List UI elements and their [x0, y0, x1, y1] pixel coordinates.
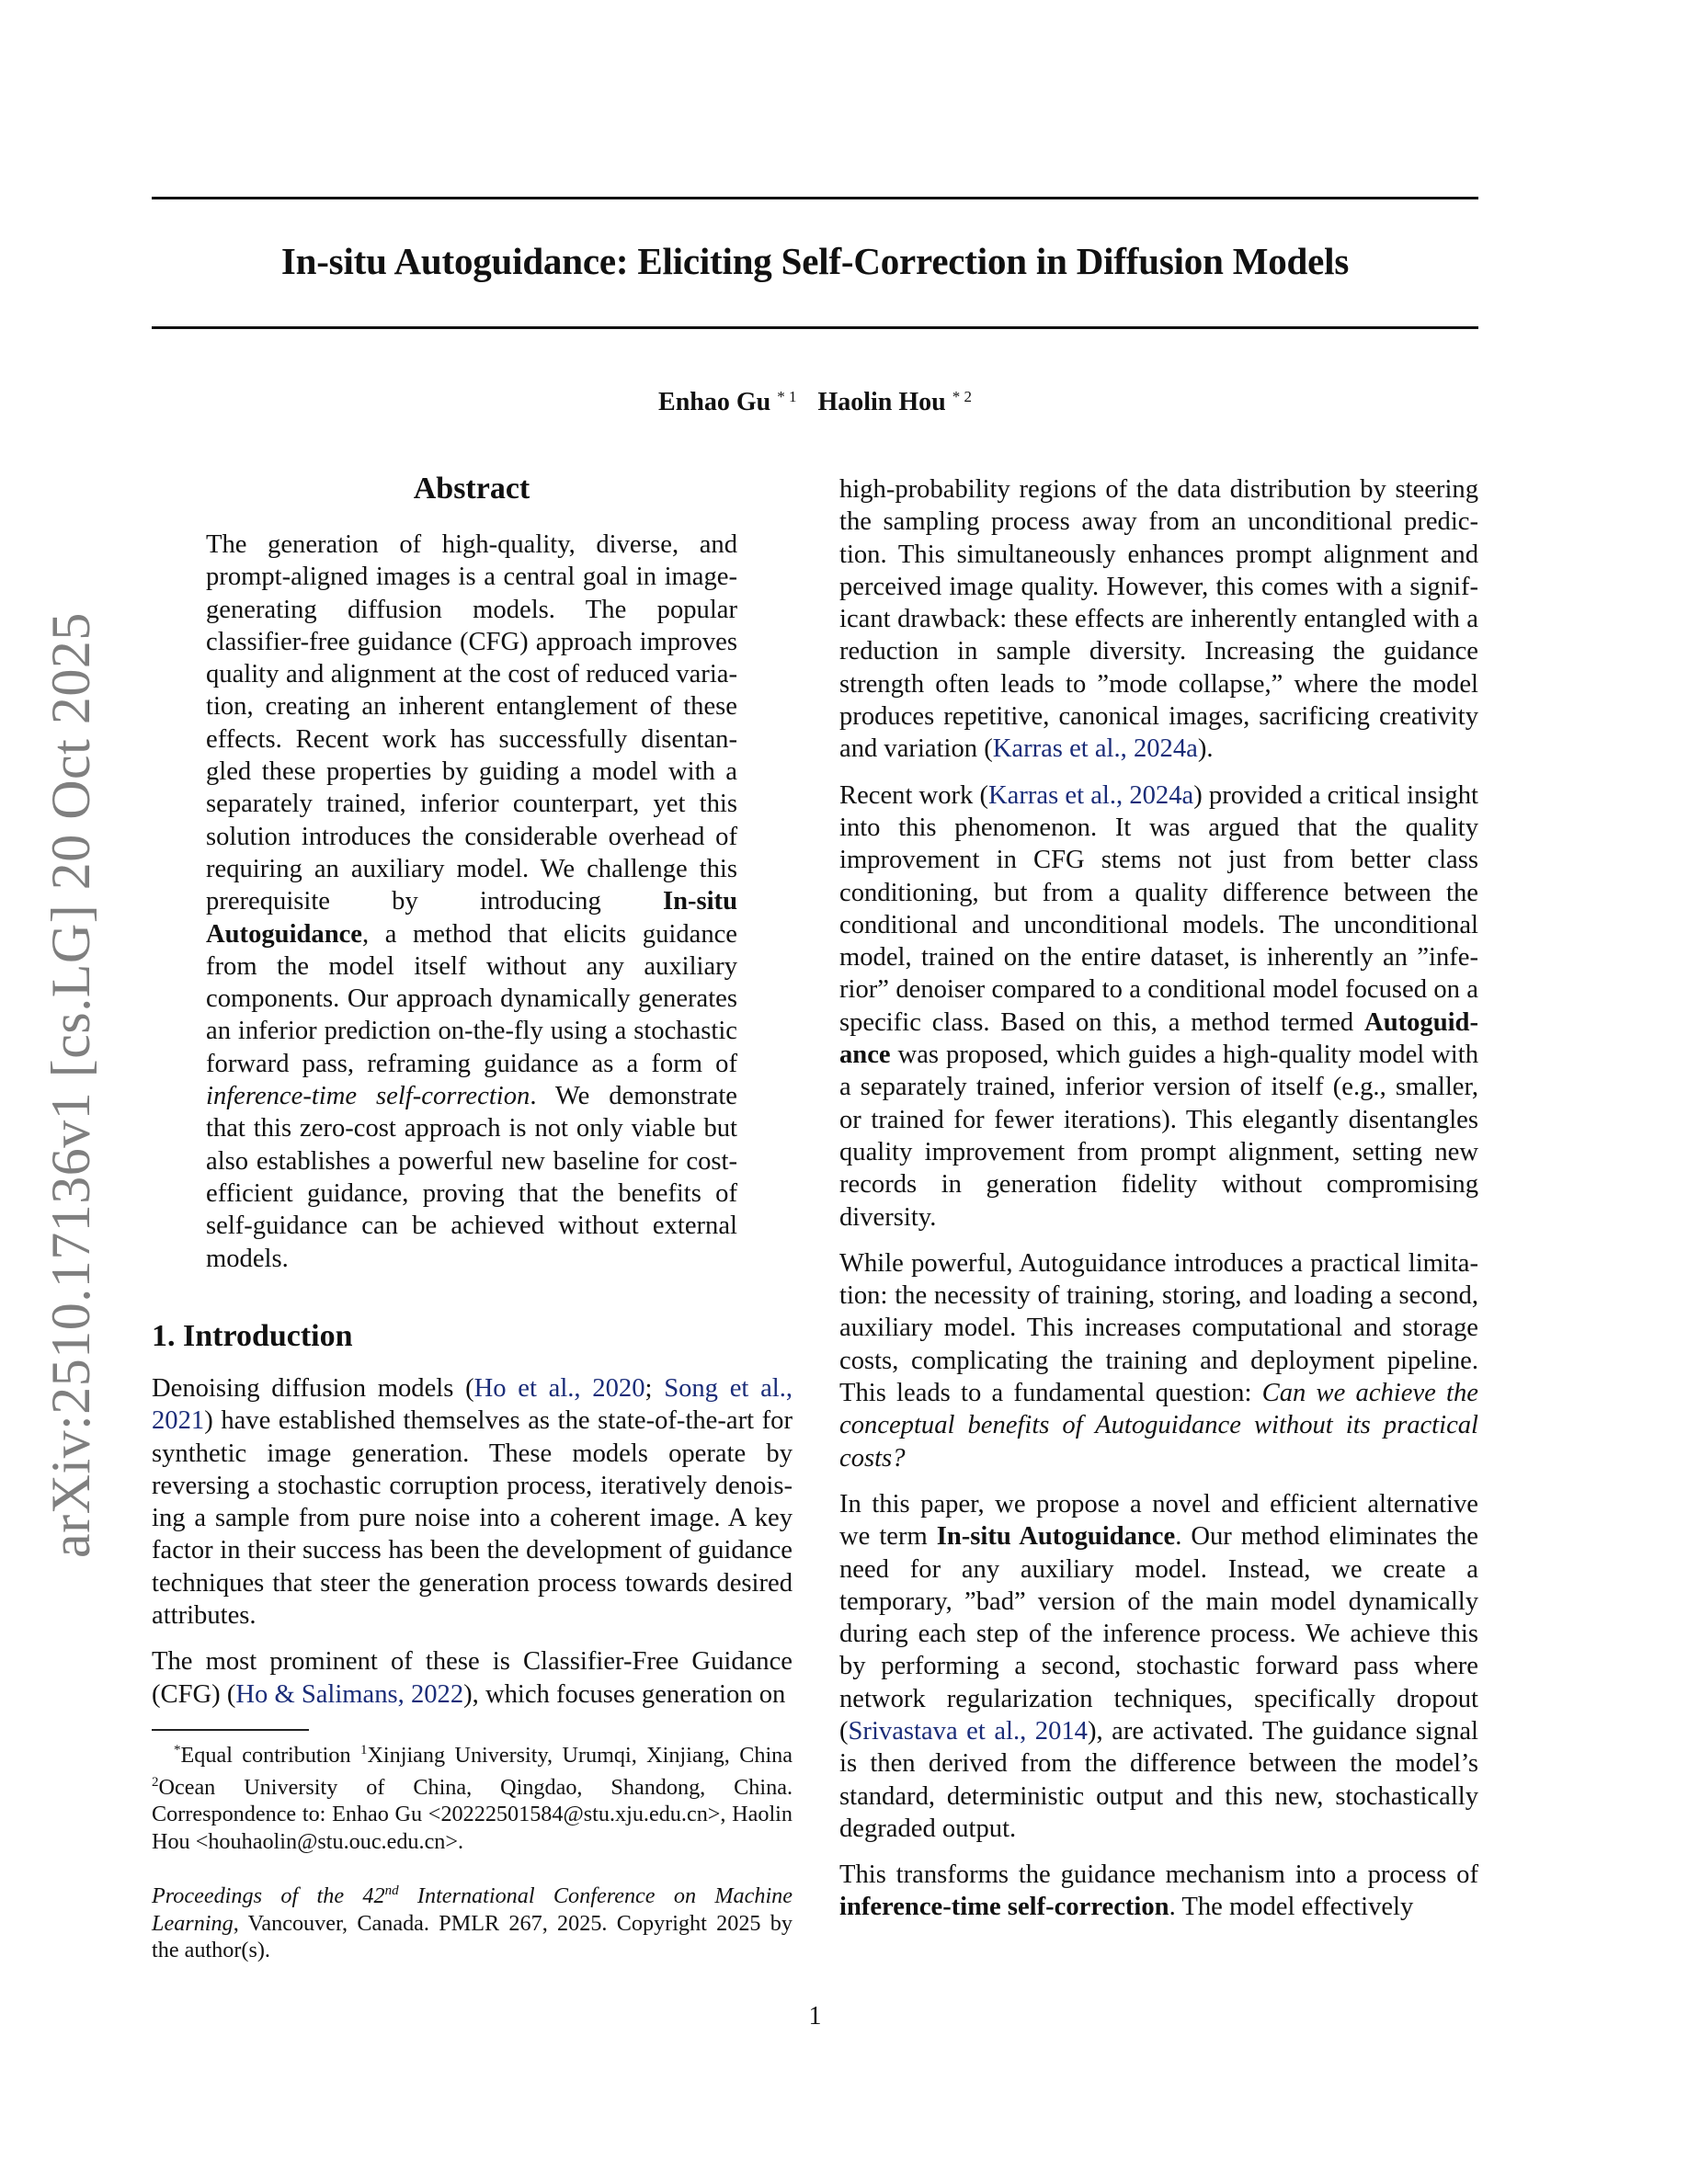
- text-run: , Vancouver, Canada. PMLR 267, 2025. Copyright 2025 by the author(s).: [152, 1910, 793, 1963]
- arxiv-identifier-stamp: arXiv:2510.17136v1 [cs.LG] 20 Oct 2025: [40, 612, 101, 1558]
- footnotes: [152, 1737, 793, 1987]
- affiliation-footnote: [152, 1737, 793, 1855]
- research-question-italic: Can we achieve the conceptual benefits of Autoguidance without its practical costs?: [839, 1379, 1478, 1473]
- text-run: high-probability regions of the data distribution by steering the sampling process away from an unconditional prediction. This simultaneously enhances prompt alignment and perceived image quality. However, this comes with a significant drawback: these effects are inherently entangled with a reduction in sample diversity. Increasing the guidance strength often leads to ”mode collapse,” where the model produces repetitive, canonical images, sacrificing creativity and variation (: [839, 475, 1478, 764]
- paper-title: In-situ Autoguidance: Eliciting Self-Correction in Diffusion Models: [280, 240, 1350, 282]
- author-2: [817, 388, 972, 416]
- text-run: Denoising diffusion models (: [152, 1374, 474, 1403]
- footnote-mark: 1: [359, 1743, 368, 1757]
- text-run: ).: [1197, 734, 1214, 764]
- right-column: [839, 473, 1478, 1938]
- footnote-mark: 2: [152, 1774, 159, 1790]
- title-rule-top: [152, 197, 1478, 199]
- abstract-section: [206, 469, 737, 1289]
- ordinal-suffix: nd: [384, 1883, 399, 1899]
- text-run: . The model effectively: [1169, 1893, 1414, 1922]
- abstract-heading: Abstract: [413, 472, 530, 506]
- citation-link[interactable]: Karras et al., 2024a: [992, 734, 1198, 764]
- text-run: . Our method eliminates the need for any auxiliary model. Instead, we create a temporary, ”bad” version of the main model dynamically during each step of the inference process. We achieve this by performing a second, stochastic forward pass where network regularization techniques, specifically dropout (: [839, 1522, 1478, 1746]
- citation-link[interactable]: Ho & Salimans, 2022: [235, 1679, 464, 1709]
- text-run: ) have established themselves as the state-of-the-art for synthetic image generation. These models operate by reversing a stochastic corruption process, iteratively denoising a sample from pure noise into a coherent image. A key factor in their success has been the development of guidance techniques that steer the generation process towards desired attributes.: [152, 1406, 793, 1631]
- paragraph-proposal: [839, 1488, 1478, 1845]
- text-run: Xinjiang University, Urumqi, Xinjiang, China: [367, 1743, 793, 1769]
- author-list: [152, 386, 1478, 419]
- text-run: . We demonstrate that this zero-cost approach is not only viable but also establishes a powerful new baseline for cost-efficient guidance, proving that the benefits of self-guidance can be achieved without external models.: [206, 1082, 737, 1273]
- method-name-bold: In-situ Autoguidance: [936, 1522, 1176, 1552]
- intro-paragraph-2: [152, 1645, 793, 1711]
- page-number: 1: [808, 2002, 822, 2030]
- title-rule-bottom: [152, 326, 1478, 329]
- text-run: ), are activated. The guidance signal is then derived from the difference between the model’s standard, deterministic output and this new, stochastically degraded output.: [839, 1716, 1478, 1843]
- citation-link[interactable]: Ho et al., 2020: [473, 1374, 645, 1403]
- footnote-mark: *: [174, 1743, 181, 1757]
- text-run: ) provided a critical insight into this phenomenon. It was argued that the quality improvement in CFG stems not just from better class conditioning, but from a quality difference between the conditional and unconditional models. The unconditional model, trained on the entire dataset, is inherently an ”inferior” denoiser compared to a conditional model focused on a specific class. Based on this, a method termed: [839, 780, 1478, 1037]
- text-run: was proposed, which guides a high-quality model with a separately trained, inferior version of itself (e.g., smaller, or trained for fewer iterations). This elegantly disentangles quality improvement from prompt alignment, setting new records in generation fidelity without compromising diversity.: [839, 1041, 1478, 1232]
- text-run: Proceedings of the 42: [152, 1883, 385, 1909]
- abstract-text: [206, 529, 737, 1275]
- emphasis-italic: inference-time self-correction: [206, 1082, 530, 1111]
- text-run: ), which focuses generation on: [463, 1679, 786, 1709]
- paragraph-limitation: [839, 1247, 1478, 1474]
- author-1: [658, 388, 796, 416]
- author-affiliation-mark: * 2: [952, 388, 972, 405]
- text-run: The most prominent of these is Classifier-Free Guidance (CFG) (: [152, 1647, 793, 1709]
- text-run: Equal contribution: [180, 1743, 360, 1769]
- citation-link[interactable]: Song et al., 2021: [152, 1374, 793, 1436]
- author-name: Haolin Hou: [817, 388, 946, 416]
- section-heading-introduction: 1. Introduction: [152, 1319, 353, 1353]
- citation-link[interactable]: Karras et al., 2024a: [988, 780, 1194, 810]
- citation-link[interactable]: Srivastava et al., 2014: [848, 1716, 1088, 1746]
- term-bold: Autoguidance: [839, 1007, 1478, 1070]
- text-run: Recent work (: [839, 780, 989, 810]
- author-affiliation-mark: * 1: [777, 388, 797, 405]
- footnote-divider: [152, 1729, 309, 1731]
- method-name-bold: In-situ Autoguidance: [206, 887, 737, 949]
- text-run: International Conference on Machine Learning: [152, 1883, 793, 1936]
- text-run: The generation of high-quality, diverse, and prompt-aligned images is a central goal in image-generating diffusion models. The popular classifier-free guidance (CFG) approach improves quality and alignment at the cost of reduced variation, creating an inherent entanglement of these effects. Recent work has successfully disentangled these properties by guiding a model with a separately trained, inferior counterpart, yet this solution introduces the considerable overhead of requiring an auxiliary model. We challenge this prerequisite by introducing: [206, 530, 737, 916]
- text-run: In this paper, we propose a novel and efficient alternative we term: [839, 1489, 1478, 1552]
- term-bold: inference-time self-correction: [839, 1893, 1169, 1922]
- proceedings-footnote: [152, 1878, 793, 1964]
- paragraph-autoguidance: [839, 779, 1478, 1234]
- text-run: Ocean University of China, Qingdao, Shandong, China. Correspondence to: Enhao Gu <20222501584@stu.xju.edu.cn>, Haolin Hou <houhaolin@stu.ouc.edu.cn>.: [152, 1774, 793, 1854]
- paragraph-cfg: [839, 473, 1478, 766]
- paragraph-self-correction: [839, 1859, 1478, 1924]
- introduction-section: [152, 1316, 793, 1724]
- text-run: While powerful, Autoguidance introduces a practical limitation: the necessity of training, storing, and loading a second, auxiliary model. This increases computational and storage costs, complicating the training and deployment pipeline. This leads to a fundamental question:: [839, 1248, 1478, 1408]
- text-run: This transforms the guidance mechanism into a process of: [839, 1860, 1478, 1890]
- text-run: , a method that elicits guidance from the model itself without any auxiliary components. Our approach dynamically generates an inferior prediction on-the-fly using a stochastic forward pass, reframing guidance as a form of: [206, 919, 737, 1078]
- author-name: Enhao Gu: [658, 388, 771, 416]
- text-run: ;: [644, 1374, 665, 1403]
- intro-paragraph-1: [152, 1372, 793, 1632]
